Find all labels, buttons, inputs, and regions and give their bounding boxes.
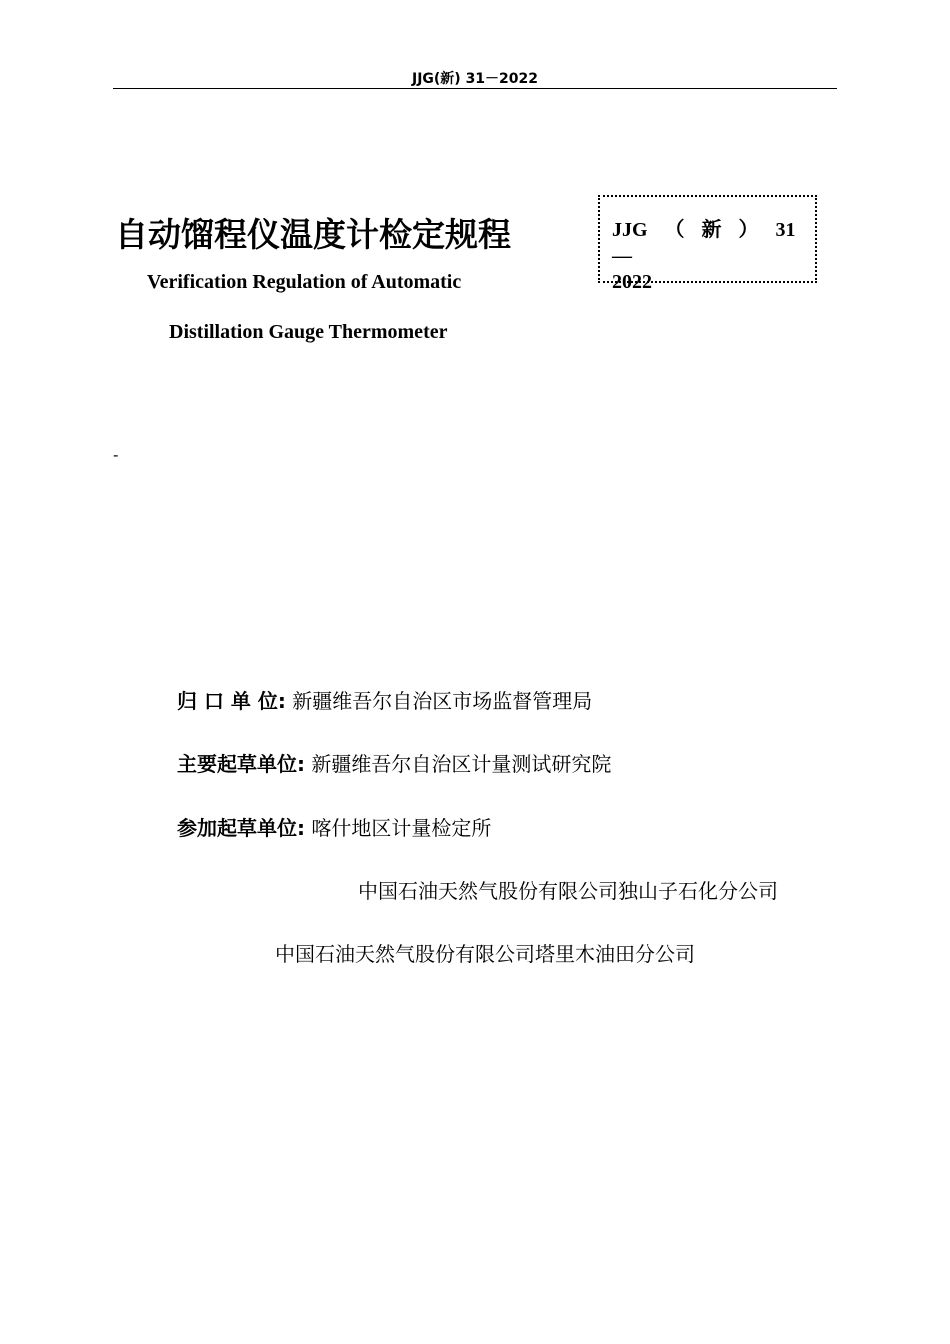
responsible-unit-label: 归 口 单 位: bbox=[177, 689, 286, 713]
responsible-unit-row bbox=[177, 688, 592, 714]
standard-code-box bbox=[598, 195, 817, 293]
title-english-line2: Distillation Gauge Thermometer bbox=[169, 321, 448, 343]
stray-mark: - bbox=[113, 445, 119, 464]
participating-drafter-value-1: 喀什地区计量检定所 bbox=[311, 816, 492, 840]
participating-drafter-value-3: 中国石油天然气股份有限公司塔里木油田分公司 bbox=[275, 942, 695, 966]
main-drafter-label: 主要起草单位: bbox=[177, 752, 305, 776]
header-standard-code: JJG(新) 31－2022 bbox=[411, 71, 539, 87]
responsible-unit-value: 新疆维吾尔自治区市场监督管理局 bbox=[292, 689, 593, 713]
participating-drafter-value-2: 中国石油天然气股份有限公司独山子石化分公司 bbox=[358, 879, 778, 903]
title-chinese: 自动馏程仪温度计检定规程 bbox=[115, 215, 511, 254]
participating-drafter-label: 参加起草单位: bbox=[177, 816, 305, 840]
standard-code-line1: JJG （ 新 ） 31— bbox=[612, 219, 796, 267]
main-drafter-row bbox=[177, 751, 611, 777]
header-rule bbox=[113, 88, 837, 89]
participating-drafter-row bbox=[177, 815, 491, 841]
standard-code-line2: 2022 bbox=[612, 271, 652, 293]
main-drafter-value: 新疆维吾尔自治区计量测试研究院 bbox=[311, 752, 612, 776]
title-english-line1: Verification Regulation of Automatic bbox=[147, 271, 462, 293]
